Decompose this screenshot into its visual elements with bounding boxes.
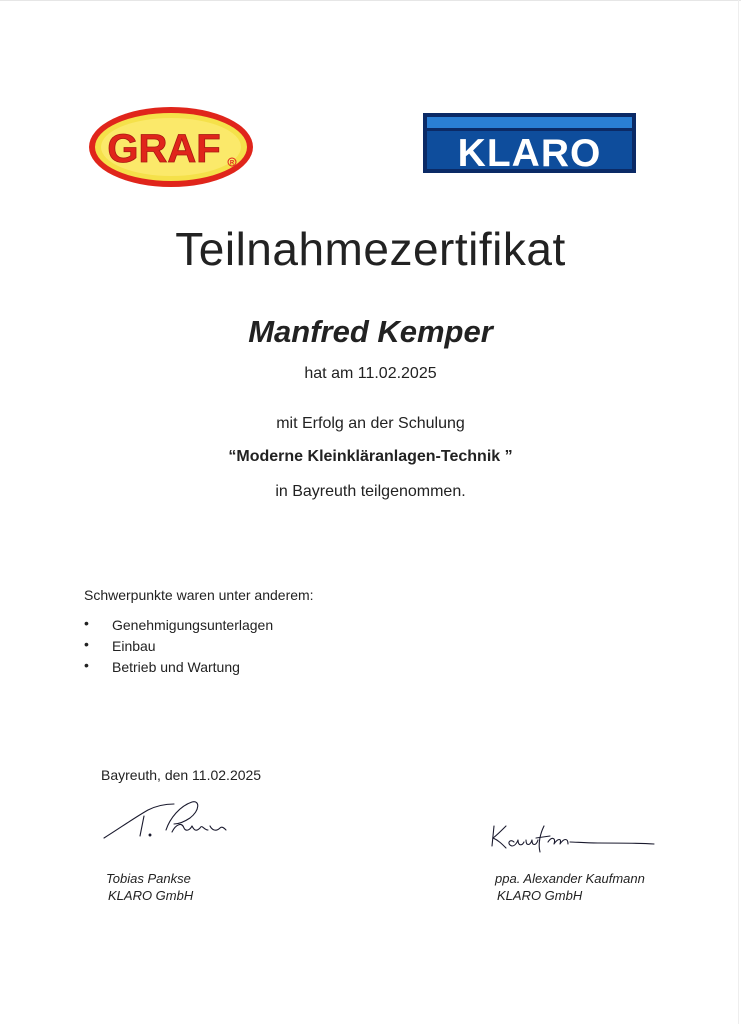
- training-place: in Bayreuth teilgenommen.: [275, 483, 466, 500]
- place-date: Bayreuth, den 11.02.2025: [101, 767, 262, 783]
- bullet-icon: •: [84, 615, 89, 631]
- signature-pankse: [100, 800, 230, 846]
- graf-logo-text: GRAF: [107, 127, 221, 171]
- klaro-logo-text: KLARO: [457, 132, 602, 173]
- scan-edge-right: [738, 0, 739, 1024]
- signer-name: Tobias Pankse: [106, 871, 191, 886]
- focus-list: [84, 617, 273, 680]
- bullet-icon: •: [84, 636, 89, 652]
- certificate-title: Teilnahmezertifikat: [175, 223, 566, 275]
- signer-kaufmann: [495, 870, 645, 904]
- signer-name: ppa. Alexander Kaufmann: [495, 871, 645, 886]
- list-item: [84, 638, 273, 659]
- signature-kaufmann: [488, 820, 658, 854]
- signer-pankse: [106, 870, 193, 904]
- scan-edge-top: [0, 0, 741, 1]
- training-intro: mit Erfolg an der Schulung: [276, 415, 465, 432]
- signer-company: KLARO GmbH: [108, 888, 194, 903]
- participant-name: Manfred Kemper: [248, 314, 493, 349]
- course-title: “Moderne Kleinkläranlagen-Technik ”: [228, 448, 513, 465]
- list-item: [84, 659, 273, 680]
- graf-logo: [88, 106, 254, 188]
- focus-heading: Schwerpunkte waren unter anderem:: [84, 587, 314, 603]
- svg-text:R: R: [229, 160, 235, 167]
- list-item-label: Genehmigungsunterlagen: [112, 617, 274, 633]
- list-item-label: Betrieb und Wartung: [112, 659, 240, 675]
- list-item: [84, 617, 273, 638]
- klaro-logo: [423, 113, 636, 173]
- participation-date: hat am 11.02.2025: [304, 365, 437, 382]
- signer-company: KLARO GmbH: [497, 888, 583, 903]
- bullet-icon: •: [84, 657, 89, 673]
- list-item-label: Einbau: [112, 638, 156, 654]
